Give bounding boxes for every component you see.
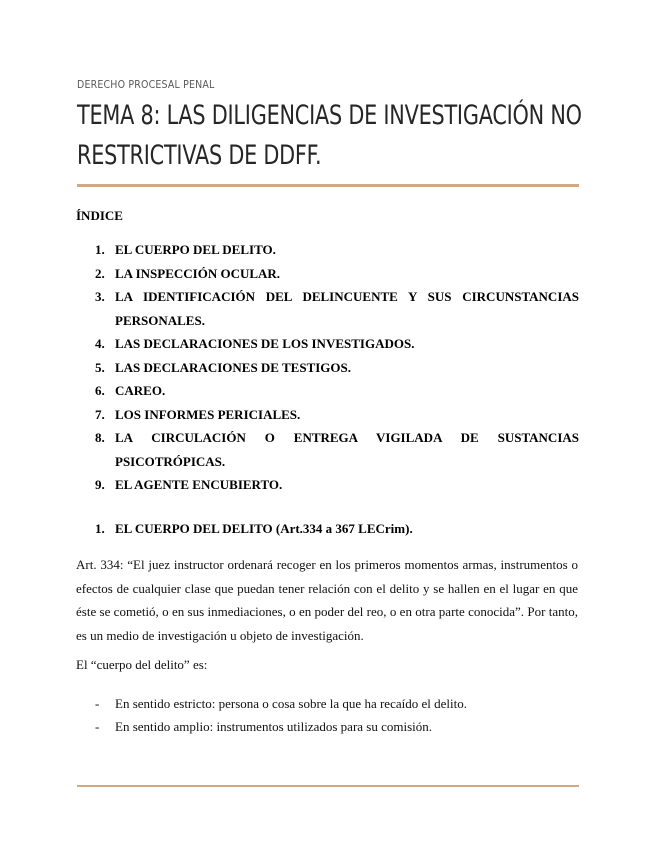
- index-item-text: LAS DECLARACIONES DE LOS INVESTIGADOS.: [115, 336, 415, 351]
- index-item-number: 7.: [95, 406, 105, 422]
- index-item-text-line1: LA CIRCULACIÓN O ENTREGA VIGILADA DE SUSTANCIAS: [115, 430, 579, 445]
- index-item: [95, 426, 579, 473]
- index-item: [95, 356, 579, 380]
- definition-list: [95, 692, 467, 738]
- header-divider: [77, 184, 579, 187]
- section-number: 1.: [95, 521, 105, 536]
- index-item-number: 4.: [95, 336, 105, 351]
- index-item-number: 3.: [95, 289, 105, 304]
- index-item: [95, 473, 579, 497]
- definition-intro: El “cuerpo del delito” es:: [76, 657, 208, 672]
- index-item: [95, 403, 579, 427]
- section-heading: [95, 521, 413, 537]
- index-item-number: 1.: [95, 242, 105, 257]
- index-item-number: 5.: [95, 359, 105, 375]
- list-item-text: En sentido estricto: persona o cosa sobre la que ha recaído el delito.: [115, 696, 467, 711]
- paragraph-line: efectos de cualquier clase que puedan tener relación con el delito y se hallen en el lugar en que: [76, 580, 578, 596]
- index-item: [95, 238, 579, 262]
- bullet-dash: -: [95, 719, 100, 734]
- footer-divider: [77, 785, 579, 787]
- index-item: [95, 332, 579, 356]
- index-item-text: LA INSPECCIÓN OCULAR.: [115, 265, 281, 281]
- subject-label: DERECHO PROCESAL PENAL: [77, 78, 215, 91]
- index-item-text: LOS INFORMES PERICIALES.: [115, 406, 301, 422]
- index-item-text: EL CUERPO DEL DELITO.: [115, 242, 276, 257]
- index-item: [95, 262, 579, 286]
- index-heading: ÍNDICE: [76, 208, 123, 223]
- paragraph-line: Art. 334: “El juez instructor ordenará recoger en los primeros momentos armas, instrumentos o: [76, 557, 578, 572]
- index-item-text: LAS DECLARACIONES DE TESTIGOS.: [115, 359, 351, 375]
- index-item: [95, 285, 579, 332]
- index-item-text-line2: PERSONALES.: [115, 312, 205, 328]
- list-item-text: En sentido amplio: instrumentos utilizados para su comisión.: [115, 719, 433, 734]
- index-item-number: 2.: [95, 265, 105, 281]
- index-item-text-line1: LA IDENTIFICACIÓN DEL DELINCUENTE Y SUS CIRCUNSTANCIAS: [115, 289, 579, 304]
- list-item: [95, 692, 467, 715]
- paragraph-line: es un medio de investigación u objeto de investigación.: [76, 627, 364, 643]
- section-title: EL CUERPO DEL DELITO (Art.334 a 367 LECrim).: [115, 521, 413, 536]
- index-list: [95, 238, 579, 497]
- index-item-text: EL AGENTE ENCUBIERTO.: [115, 477, 283, 492]
- bullet-dash: -: [95, 696, 100, 711]
- index-item: [95, 379, 579, 403]
- index-item-number: 6.: [95, 383, 105, 398]
- paragraph-line: éste se cometió, o en sus inmediaciones, o en poder del reo, o en otra parte conocida”. Por tanto,: [76, 604, 578, 619]
- index-item-number: 9.: [95, 477, 105, 492]
- list-item: [95, 715, 467, 738]
- page-title: [77, 96, 582, 176]
- index-item-text: CAREO.: [115, 383, 166, 398]
- index-item-text-line2: PSICOTRÓPICAS.: [115, 453, 226, 469]
- article-paragraph: [76, 553, 578, 647]
- title-line-2: RESTRICTIVAS DE DDFF.: [77, 140, 322, 171]
- title-line-1: TEMA 8: LAS DILIGENCIAS DE INVESTIGACIÓN NO: [77, 100, 582, 131]
- index-item-number: 8.: [95, 430, 105, 445]
